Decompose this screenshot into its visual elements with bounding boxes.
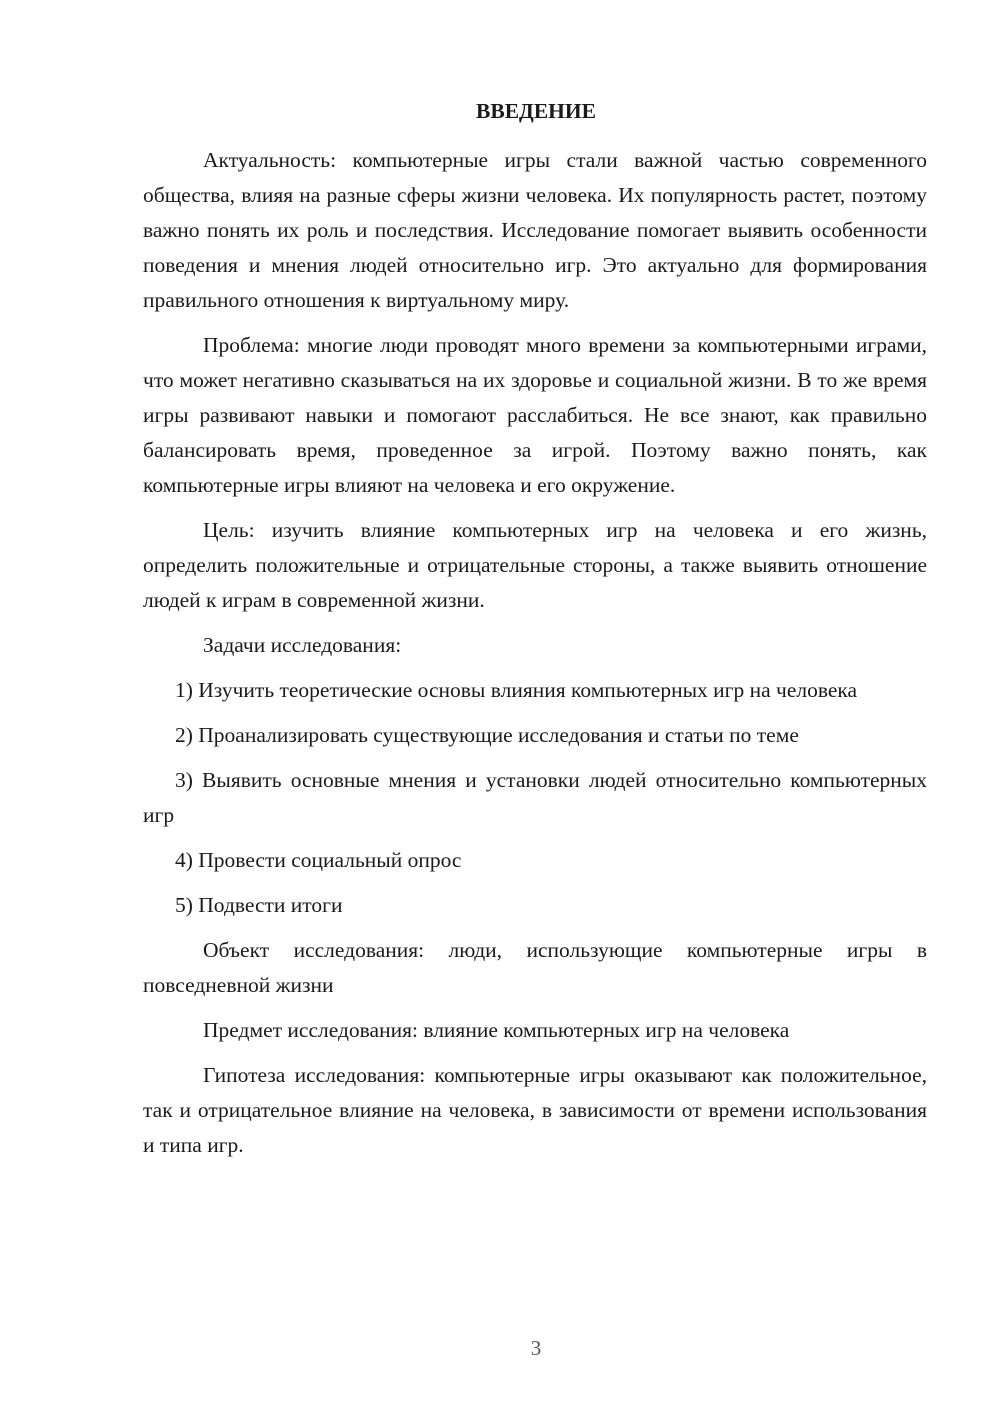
paragraph-goal: Цель: изучить влияние компьютерных игр на человека и его жизнь, определить положительные и отрицательные стороны, а также выявить отношение людей к играм в современной жизни. xyxy=(143,518,927,612)
task-item-3: 3) Выявить основные мнения и установки людей относительно компьютерных игр xyxy=(143,768,927,827)
page-number: 3 xyxy=(530,1336,542,1360)
document-body xyxy=(143,143,927,1163)
paragraph-object: Объект исследования: люди, использующие компьютерные игры в повседневной жизни xyxy=(143,938,927,997)
paragraph-subject: Предмет исследования: влияние компьютерных игр на человека xyxy=(203,1018,790,1042)
task-item-5: 5) Подвести итоги xyxy=(175,893,343,917)
paragraph-relevance: Актуальность: компьютерные игры стали важной частью современного общества, влияя на разные сферы жизни человека. Их популярность растет, поэтому важно понять их роль и последствия. Исследование помогает выявить особенности поведения и мнения людей относительно игр. Это актуально для формирования правильного отношения к виртуальному миру. xyxy=(143,148,927,312)
paragraph-problem: Проблема: многие люди проводят много времени за компьютерными играми, что может негативно сказываться на их здоровье и социальной жизни. В то же время игры развивают навыки и помогают расслабиться. Не все знают, как правильно балансировать время, проведенное за игрой. Поэтому важно понять, как компьютерные игры влияют на человека и его окружение. xyxy=(143,333,927,497)
paragraph-tasks-heading: Задачи исследования: xyxy=(203,633,402,657)
task-item-2: 2) Проанализировать существующие исследования и статьи по теме xyxy=(175,723,799,747)
task-item-1: 1) Изучить теоретические основы влияния компьютерных игр на человека xyxy=(175,678,858,702)
paragraph-hypothesis: Гипотеза исследования: компьютерные игры оказывают как положительное, так и отрицательное влияние на человека, в зависимости от времени использования и типа игр. xyxy=(143,1063,927,1157)
page-title: ВВЕДЕНИЕ xyxy=(476,99,596,123)
task-item-4: 4) Провести социальный опрос xyxy=(175,848,462,872)
